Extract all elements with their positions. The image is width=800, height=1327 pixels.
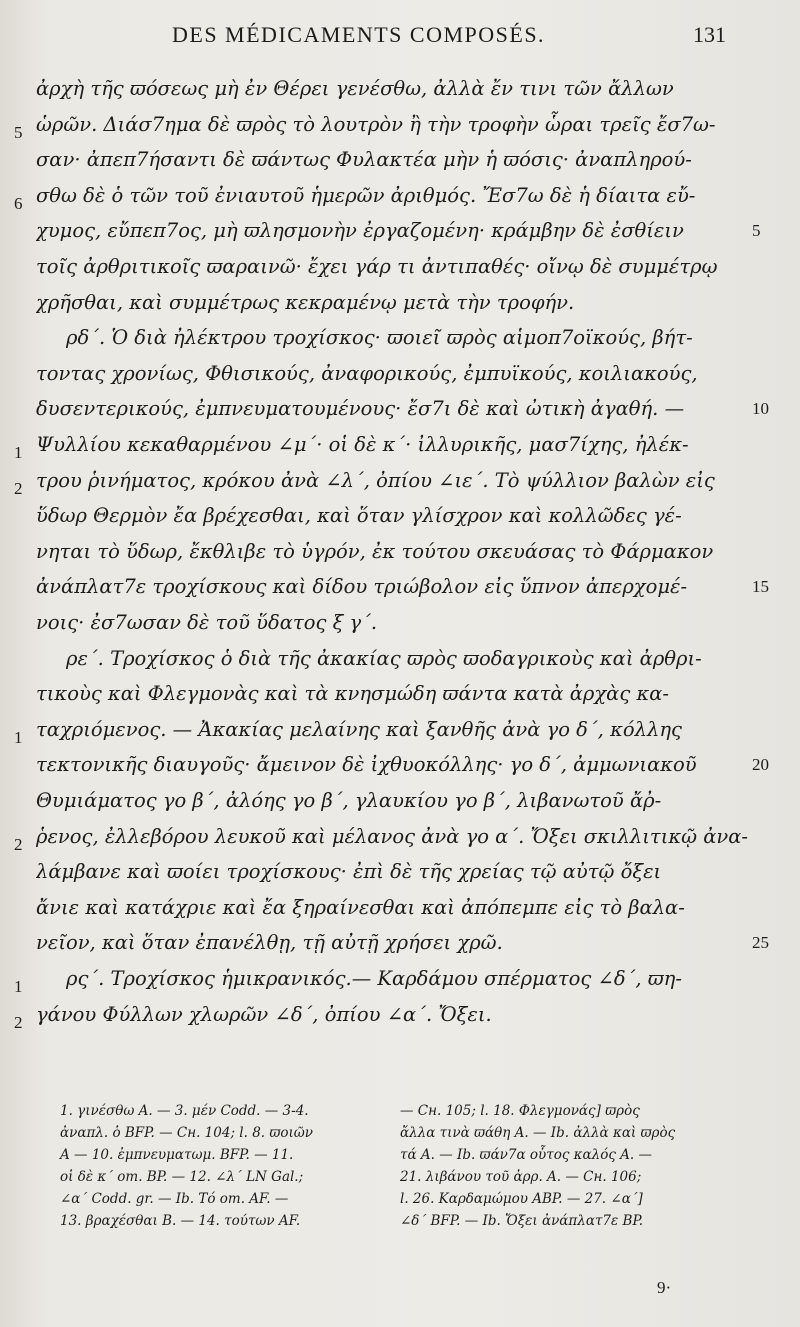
text-line: ῥενος, ἐλλεβόρου λευκοῦ καὶ μέλανος ἀνὰ γο α΄. Ὄξει σκιλλιτικῷ ἀνα- <box>36 824 749 848</box>
text-line: τικοὺς καὶ Φλεγμονὰς καὶ τὰ κνησμώδη ϖάντα κατὰ ἀρχὰς κα- <box>36 682 670 706</box>
text-line: ρε΄. Τροχίσκος ὁ διὰ τῆς ἀκακίας ϖρὸς ϖοδαγρικοὺς καὶ ἀρθρι- <box>66 646 702 670</box>
footnote-line: ∠α΄ Codd. gr. — Ib. Τό om. AF. — <box>60 1191 289 1207</box>
text-line: ὡρῶν. Διάσ7ημα δὲ ϖρὸς τὸ λουτρὸν ἢ τὴν τροφὴν ὧραι τρεῖς ἔσ7ω- <box>36 112 716 136</box>
manuscript-line-number: 1 <box>14 727 23 747</box>
text-line: τεκτονικῆς διαυγοῦς· ἄμεινον δὲ ἰχθυοκόλλης· γο δ΄, ἀμμωνιακοῦ <box>36 753 697 777</box>
footnotes-right <box>400 1100 760 1232</box>
manuscript-line-number: 1 <box>14 443 23 462</box>
text-line: δυσεντερικούς, ἐμπνευματουμένους· ἔσ7ι δὲ καὶ ὠτικὴ ἀγαθή. — <box>36 397 685 421</box>
footnote-line: τά A. — Ib. ϖάν7α οὗτος καλός A. — <box>400 1147 653 1163</box>
manuscript-line-number: 2 <box>14 478 23 498</box>
line-number: 20 <box>752 755 769 775</box>
line-number: 25 <box>752 933 769 953</box>
text-line: ταχριόμενος. — Ἀκακίας μελαίνης καὶ ξανθῆς ἀνὰ γο δ΄, κόλλης <box>36 717 682 741</box>
footnote-line: ἄλλα τινὰ ϖάθη A. — Ib. ἀλλὰ καὶ ϖρὸς <box>400 1125 676 1141</box>
manuscript-line-number: 2 <box>14 834 23 854</box>
text-line: ρδ΄. Ὁ διὰ ἠλέκτρου τροχίσκος· ϖοιεῖ ϖρὸς αἱμοπ7οϊκούς, βήτ- <box>66 326 693 350</box>
text-line: ἄνιε καὶ κατάχριε καὶ ἔα ξηραίνεσθαι καὶ ἀπόπεμπε εἰς τὸ βαλα- <box>36 895 685 919</box>
signature-mark: 9· <box>657 1278 672 1297</box>
text-line: χυμος, εὔπεπ7ος, μὴ ϖλησμονὴν ἐργαζομένη· κράμβην δὲ ἐσθίειν <box>36 219 684 243</box>
footnote-line: — Cн. 105; l. 18. Φλεγμονάς] ϖρὸς <box>400 1103 640 1119</box>
manuscript-line-number: 2 <box>14 1012 23 1032</box>
text-line: τοντας χρονίως, Φθισικούς, ἀναφορικούς, ἐμπυϊκούς, κοιλιακούς, <box>36 361 698 385</box>
text-line: τρου ῥινήματος, κρόκου ἀνὰ ∠λ΄, ὀπίου ∠ιε΄. Τὸ ψύλλιον βαλὼν εἰς <box>36 468 715 492</box>
text-line: νεῖον, καὶ ὅταν ἐπανέλθῃ, τῇ αὐτῇ χρήσει χρῶ. <box>36 931 503 955</box>
footnote-line: 21. λιβάνου τοῦ ἀρρ. A. — Cн. 106; <box>400 1169 642 1185</box>
text-line: ἀνάπλατ7ε τροχίσκους καὶ δίδου τριώβολον εἰς ὕπνον ἀπερχομέ- <box>36 575 688 599</box>
running-head: DES MÉDICAMENTS COMPOSÉS. <box>172 22 546 47</box>
line-number: 5 <box>752 221 761 241</box>
manuscript-line-number: 5 <box>14 122 23 142</box>
text-line: σθω δὲ ὁ τῶν τοῦ ἐνιαυτοῦ ἡμερῶν ἀριθμός. Ἔσ7ω δὲ ἡ δίαιτα εὔ- <box>36 183 696 207</box>
footnote-line: l. 26. Καρδαμώμου ABP. — 27. ∠α΄] <box>400 1191 643 1207</box>
footnotes-left <box>60 1100 390 1232</box>
text-line: χρῆσθαι, καὶ συμμέτρως κεκραμένῳ μετὰ τὴν τροφήν. <box>36 290 575 314</box>
manuscript-line-number: 1 <box>14 977 23 996</box>
text-line: τοῖς ἀρθριτικοῖς ϖαραινῶ· ἔχει γάρ τι ἀντιπαθές· οἴνῳ δὲ συμμέτρῳ <box>36 255 718 278</box>
page-number: 131 <box>693 22 726 47</box>
footnote-line: ἀναπλ. ὁ BFP. — Cн. 104; l. 8. ϖοιῶν <box>60 1125 314 1141</box>
footnote-line: ∠δ΄ BFP. — Ib. Ὄξει ἀνάπλατ7ε BP. <box>400 1213 644 1229</box>
footnote-line: οἱ δὲ κ΄ om. BP. — 12. ∠λ΄ LN Gal.; <box>60 1169 304 1185</box>
text-line: νοις· ἐσ7ωσαν δὲ τοῦ ὕδατος ξ γ΄. <box>36 611 378 634</box>
text-line: λάμβανε καὶ ϖοίει τροχίσκους· ἐπὶ δὲ τῆς χρείας τῷ αὐτῷ ὄξει <box>36 860 662 884</box>
text-line: ὕδωρ Θερμὸν ἔα βρέχεσθαι, καὶ ὅταν γλίσχρον καὶ κολλῶδες γέ- <box>36 504 682 528</box>
manuscript-line-number: 6 <box>14 193 23 213</box>
footnote-line: 13. βραχέσθαι B. — 14. τούτων AF. <box>60 1213 301 1229</box>
text-line: νηται τὸ ὕδωρ, ἔκθλιβε τὸ ὑγρόν, ἐκ τούτου σκευάσας τὸ Φάρμακον <box>36 539 714 563</box>
text-line: ρς΄. Τροχίσκος ἡμικρανικός.— Καρδάμου σπέρματος ∠δ΄, ϖη- <box>66 967 682 990</box>
text-line: ἀρχὴ τῆς ϖόσεως μὴ ἐν Θέρει γενέσθω, ἀλλὰ ἔν τινι τῶν ἄλλων <box>36 77 674 100</box>
line-number: 15 <box>752 577 769 597</box>
footnote-line: 1. γινέσθω A. — 3. μέν Codd. — 3-4. <box>60 1103 309 1119</box>
line-number: 10 <box>752 399 769 419</box>
text-line: γάνου Φύλλων χλωρῶν ∠δ΄, ὀπίου ∠α΄. Ὄξει. <box>36 1002 492 1026</box>
text-line: σαν· ἀπεπ7ήσαντι δὲ ϖάντως Φυλακτέα μὴν ἡ ϖόσις· ἀναπληρού- <box>36 148 692 172</box>
footnote-line: A — 10. ἐμπνευματωμ. BFP. — 11. <box>60 1147 294 1163</box>
text-line: Ψυλλίου κεκαθαρμένου ∠μ΄· οἱ δὲ κ΄· ἰλλυρικῆς, μασ7ίχης, ἠλέκ- <box>36 433 689 456</box>
text-line: Θυμιάματος γο β΄, ἀλόης γο β΄, γλαυκίου γο β΄, λιβανωτοῦ ἄῤ- <box>36 789 662 812</box>
